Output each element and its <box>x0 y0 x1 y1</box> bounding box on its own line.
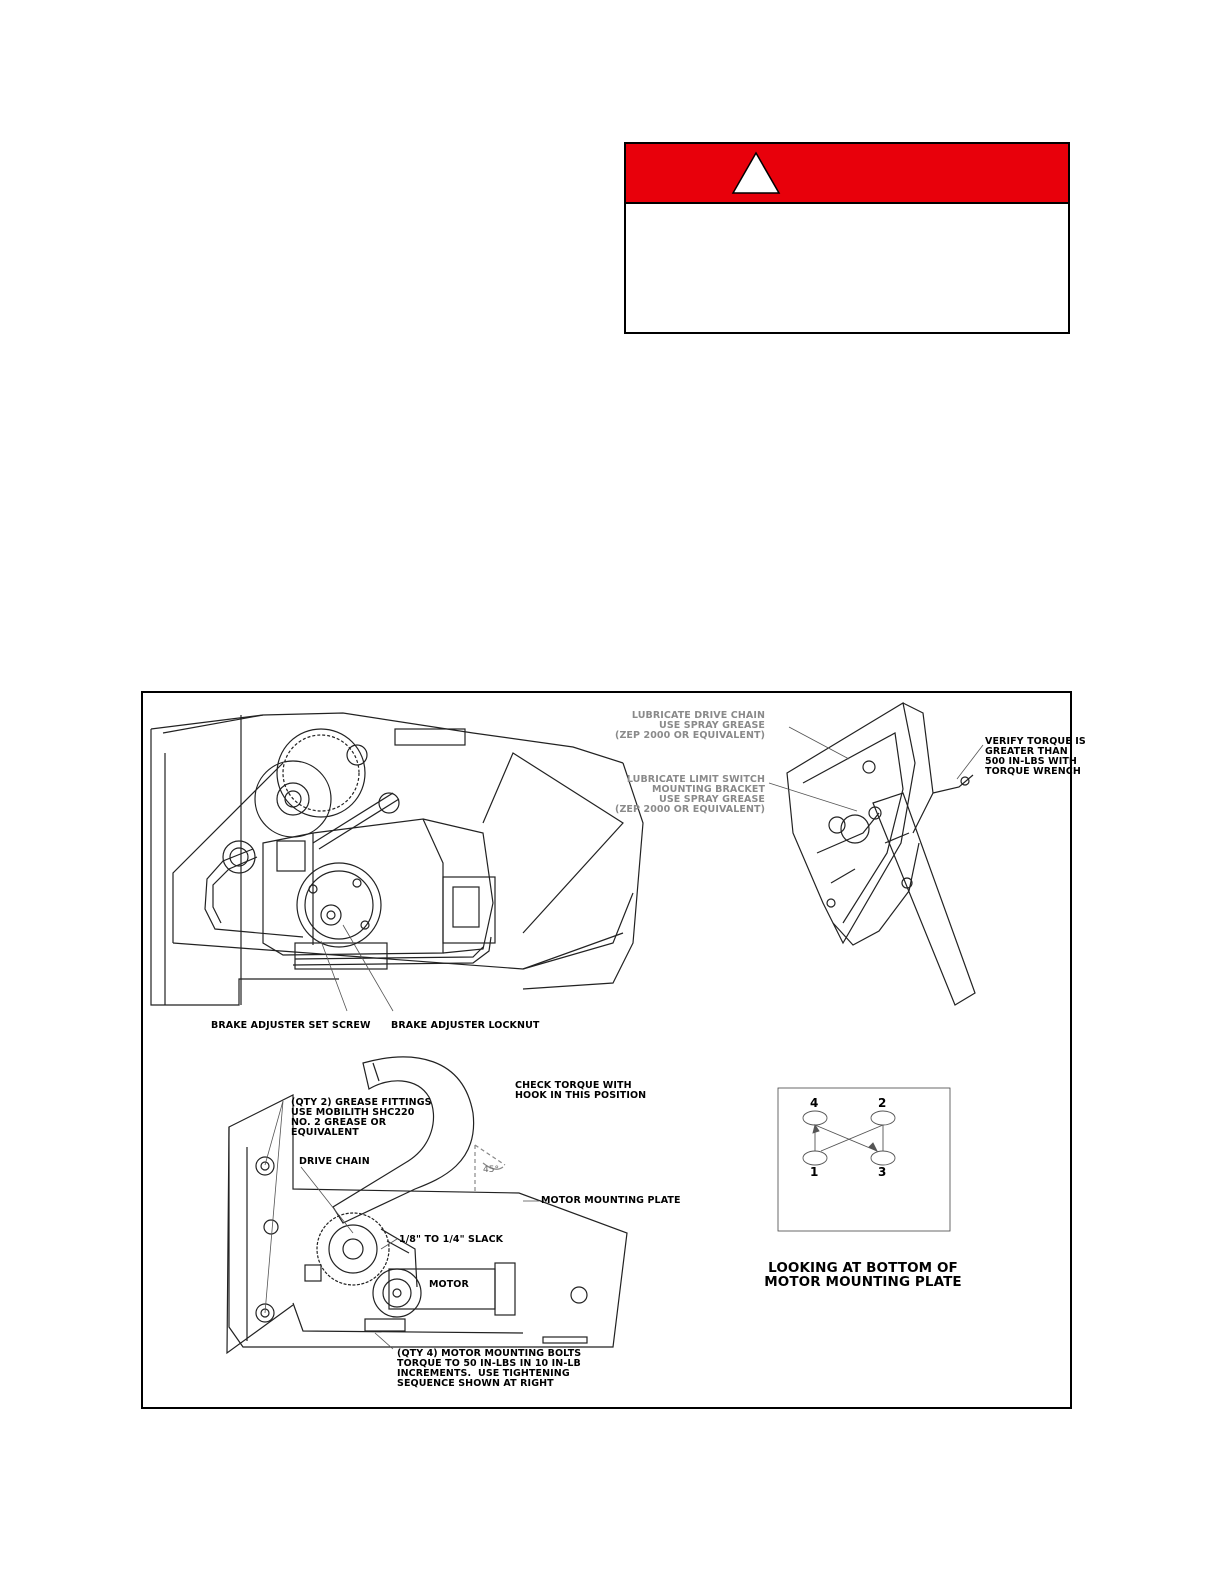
label-check-torque: CHECK TORQUE WITH HOOK IN THIS POSITION <box>515 1080 647 1101</box>
sequence-number-4: 4 <box>810 1096 819 1110</box>
label-verify-torque: VERIFY TORQUE IS GREATER THAN 500 IN-LBS WITH TORQUE WRENCH <box>985 736 1086 777</box>
label-grease-fittings: (QTY 2) GREASE FITTINGS USE MOBILITH SHC220 NO. 2 GREASE OR EQUIVALENT <box>291 1097 432 1138</box>
label-brake-locknut: BRAKE ADJUSTER LOCKNUT <box>391 1020 540 1031</box>
label-motor: MOTOR <box>429 1279 469 1290</box>
tightening-sequence-diagram <box>778 1088 950 1231</box>
label-brake-set-screw: BRAKE ADJUSTER SET SCREW <box>211 1020 371 1031</box>
label-lubricate-limit-switch: LUBRICATE LIMIT SWITCH MOUNTING BRACKET USE SPRAY GREASE (ZEP 2000 OR EQUIVALENT) <box>615 774 766 815</box>
warning-body <box>626 204 1068 330</box>
label-slack: 1/8" TO 1/4" SLACK <box>399 1234 504 1245</box>
sequence-number-1: 1 <box>810 1165 819 1179</box>
sequence-number-2: 2 <box>878 1096 887 1110</box>
top-left-assembly-illustration <box>151 713 643 1011</box>
warning-triangle-icon <box>730 150 782 196</box>
sequence-number-3: 3 <box>878 1165 887 1179</box>
label-mounting-bolts: (QTY 4) MOTOR MOUNTING BOLTS TORQUE TO 50 IN-LBS IN 10 IN-LB INCREMENTS. USE TIGHTENING SEQUENCE SHOWN AT RIGHT <box>397 1348 582 1389</box>
maintenance-drawing <box>143 693 1070 1407</box>
top-right-assembly-illustration <box>769 703 983 1005</box>
warning-box <box>624 142 1070 334</box>
label-angle: 45° <box>483 1165 499 1175</box>
label-lubricate-drive-chain: LUBRICATE DRIVE CHAIN USE SPRAY GREASE (ZEP 2000 OR EQUIVALENT) <box>615 710 766 741</box>
maintenance-figure <box>141 691 1086 1409</box>
label-looking-at-bottom: LOOKING AT BOTTOM OF MOTOR MOUNTING PLATE <box>764 1260 962 1290</box>
warning-header-bar <box>626 144 1068 204</box>
label-motor-mounting-plate: MOTOR MOUNTING PLATE <box>541 1195 681 1206</box>
label-drive-chain: DRIVE CHAIN <box>299 1156 370 1167</box>
